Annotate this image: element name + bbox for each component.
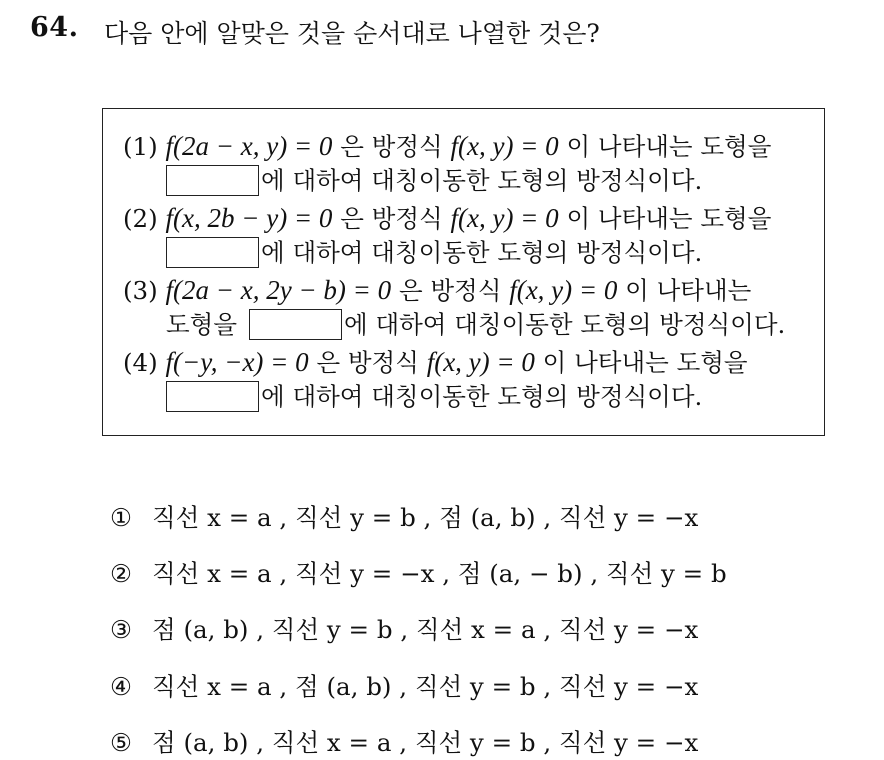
statement-3-line-2-head: 도형을 bbox=[166, 310, 238, 339]
statement-3-equation: f(2a − x, 2y − b) = 0 bbox=[165, 275, 392, 305]
choice-5[interactable] bbox=[110, 728, 699, 757]
statement-1-blank bbox=[166, 165, 259, 196]
question-prompt: 다음 안에 알맞은 것을 순서대로 나열한 것은? bbox=[104, 19, 600, 48]
statement-3-text: 은 방정식 bbox=[398, 276, 502, 305]
statement-3-base-equation: f(x, y) = 0 bbox=[509, 275, 618, 305]
choice-3-text: 점 (a, b) , 직선 y = b , 직선 x = a , 직선 y = −x bbox=[152, 615, 699, 644]
statement-4-equation: f(−y, −x) = 0 bbox=[165, 347, 309, 377]
statement-4-text: 은 방정식 bbox=[316, 348, 419, 377]
statement-3-line-1 bbox=[123, 277, 751, 304]
choice-3-marker: ③ bbox=[110, 615, 132, 644]
statement-2-base-equation: f(x, y) = 0 bbox=[450, 203, 559, 233]
statement-1-label: (1) bbox=[123, 132, 158, 161]
statement-4-blank bbox=[166, 381, 259, 412]
choice-1[interactable] bbox=[110, 503, 699, 532]
statement-3-line-2: 에 대하여 대칭이동한 도형의 방정식이다. bbox=[344, 310, 786, 339]
statement-4-label: (4) bbox=[123, 348, 158, 377]
statement-3-label: (3) bbox=[123, 276, 158, 305]
statement-3-text-2: 이 나타내는 bbox=[625, 276, 752, 305]
statement-2-blank bbox=[166, 237, 259, 268]
statement-1-base-equation: f(x, y) = 0 bbox=[450, 131, 559, 161]
choice-1-text: 직선 x = a , 직선 y = b , 점 (a, b) , 직선 y = −x bbox=[152, 503, 699, 532]
statement-2-equation: f(x, 2b − y) = 0 bbox=[165, 203, 333, 233]
statement-1-text: 은 방정식 bbox=[340, 132, 443, 161]
statement-1-line-2: 에 대하여 대칭이동한 도형의 방정식이다. bbox=[261, 166, 703, 195]
statement-2-text: 은 방정식 bbox=[340, 204, 443, 233]
choice-3[interactable] bbox=[110, 615, 699, 644]
choice-2-text: 직선 x = a , 직선 y = −x , 점 (a, − b) , 직선 y = b bbox=[152, 559, 727, 588]
choice-4[interactable] bbox=[110, 672, 699, 701]
statement-2-line-2: 에 대하여 대칭이동한 도형의 방정식이다. bbox=[261, 238, 703, 267]
statement-4-line-1 bbox=[123, 349, 748, 376]
statement-4-base-equation: f(x, y) = 0 bbox=[426, 347, 535, 377]
statement-1-equation: f(2a − x, y) = 0 bbox=[165, 131, 333, 161]
choice-1-marker: ① bbox=[110, 503, 132, 532]
statement-2-line-1 bbox=[123, 205, 771, 232]
choice-4-marker: ④ bbox=[110, 672, 132, 701]
statement-1-text-2: 이 나타내는 도형을 bbox=[566, 132, 772, 161]
statement-1-line-1 bbox=[123, 133, 771, 160]
choice-2-marker: ② bbox=[110, 559, 132, 588]
statement-4-text-2: 이 나타내는 도형을 bbox=[542, 348, 748, 377]
choice-5-marker: ⑤ bbox=[110, 728, 132, 757]
statement-3-blank bbox=[249, 309, 342, 340]
choice-4-text: 직선 x = a , 점 (a, b) , 직선 y = b , 직선 y = −x bbox=[152, 672, 699, 701]
question-number: 64. bbox=[30, 12, 79, 43]
statement-2-label: (2) bbox=[123, 204, 158, 233]
statement-4-line-2: 에 대하여 대칭이동한 도형의 방정식이다. bbox=[261, 382, 703, 411]
choice-2[interactable] bbox=[110, 559, 727, 588]
choice-5-text: 점 (a, b) , 직선 x = a , 직선 y = b , 직선 y = −x bbox=[152, 728, 699, 757]
statement-2-text-2: 이 나타내는 도형을 bbox=[566, 204, 772, 233]
statement-box bbox=[102, 108, 825, 436]
